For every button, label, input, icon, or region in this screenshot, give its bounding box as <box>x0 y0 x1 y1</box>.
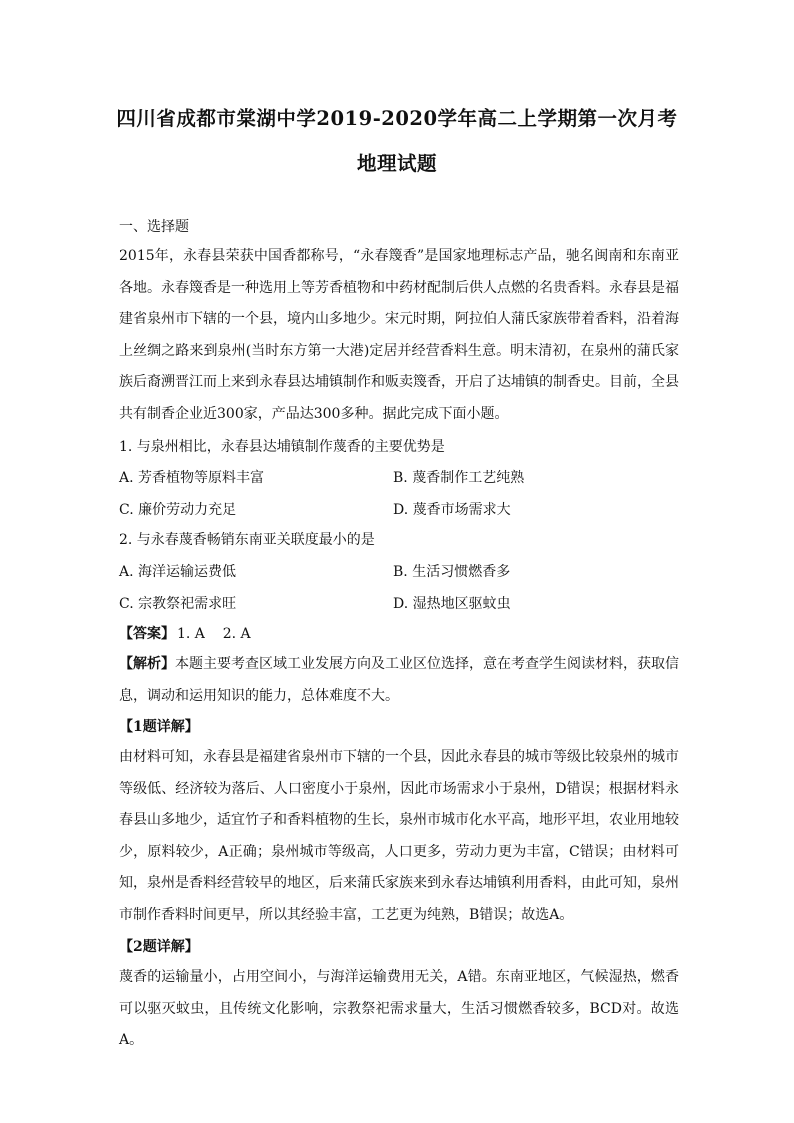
answer-label: 【答案】 <box>119 626 175 642</box>
detail-2-paragraph: 蔑香的运输量小，占用空间小，与海洋运输费用无关，A错。东南亚地区，气候湿热，燃香可以驱灭蚊虫，且传统文化影响，宗教祭祀需求量大，生活习惯燃香较多，BCD对。故选A。 <box>119 969 679 1048</box>
question-1-option-b: B. 蔑香制作工艺纯熟 <box>393 470 525 486</box>
question-2-option-c: C. 宗教祭祀需求旺 <box>119 596 237 612</box>
detail-1-paragraph: 由材料可知，永春县是福建省泉州市下辖的一个县，因此永春县的城市等级比较泉州的城市等级低、经济较为落后、人口密度小于泉州，因此市场需求小于泉州，D错误；根据材料永春县山多地少，适宜竹子和香料植物的生长，泉州市城市化水平高，地形平坦，农业用地较少，原料较少，A正确；泉州城市等级高，人口更多，劳动力更为丰富，C错误；由材料可知，泉州是香料经营较早的地区，后来蒲氏家族来到永春达埔镇利用香料，由此可知，泉州市制作香料时间更早，所以其经验丰富，工艺更为纯熟，B错误；故选A。 <box>119 749 679 923</box>
material-paragraph: 2015年，永春县荣获中国香都称号，“永春篾香”是国家地理标志产品，驰名闽南和东南亚各地。永春篾香是一种选用上等芳香植物和中药材配制后供人点燃的名贵香料。永春县是福建省泉州市下辖的一个县，境内山多地少。宋元时期，阿拉伯人蒲氏家族带着香料，沿着海上丝绸之路来到泉州(当时东方第一大港)定居并经营香料生意。明末清初，在泉州的蒲氏家族后裔溯晋江而上来到永春县达埔镇制作和贩卖篾香，开启了达埔镇的制香史。目前，全县共有制香企业近300家，产品达300多种。据此完成下面小题。 <box>119 248 679 422</box>
answer-value: 1. A 2. A <box>177 626 251 642</box>
question-1-option-d: D. 蔑香市场需求大 <box>393 502 511 518</box>
document-subtitle: 地理试题 <box>356 152 437 175</box>
analysis-text: 本题主要考查区域工业发展方向及工业区位选择，意在考查学生阅读材料，获取信息，调动和运用知识的能力，总体难度不大。 <box>119 656 679 704</box>
question-2-option-a: A. 海洋运输运费低 <box>119 564 237 580</box>
analysis-label: 【解析】 <box>119 656 175 672</box>
section-heading: 一、选择题 <box>119 219 189 235</box>
question-2-option-b: B. 生活习惯燃香多 <box>393 564 511 580</box>
question-2-option-d: D. 湿热地区驱蚊虫 <box>393 596 511 612</box>
answer-row <box>119 624 251 644</box>
detail-2-heading: 【2题详解】 <box>119 939 199 955</box>
question-1-option-a: A. 芳香植物等原料丰富 <box>119 470 265 486</box>
question-1-stem: 1. 与泉州相比，永春县达埔镇制作蔑香的主要优势是 <box>119 439 445 455</box>
analysis-paragraph <box>119 649 679 712</box>
document-title: 四川省成都市棠湖中学2019-2020学年高二上学期第一次月考 <box>116 107 678 130</box>
question-1-option-c: C. 廉价劳动力充足 <box>119 502 237 518</box>
question-2-stem: 2. 与永春蔑香畅销东南亚关联度最小的是 <box>119 532 375 548</box>
detail-1-heading: 【1题详解】 <box>119 719 199 735</box>
